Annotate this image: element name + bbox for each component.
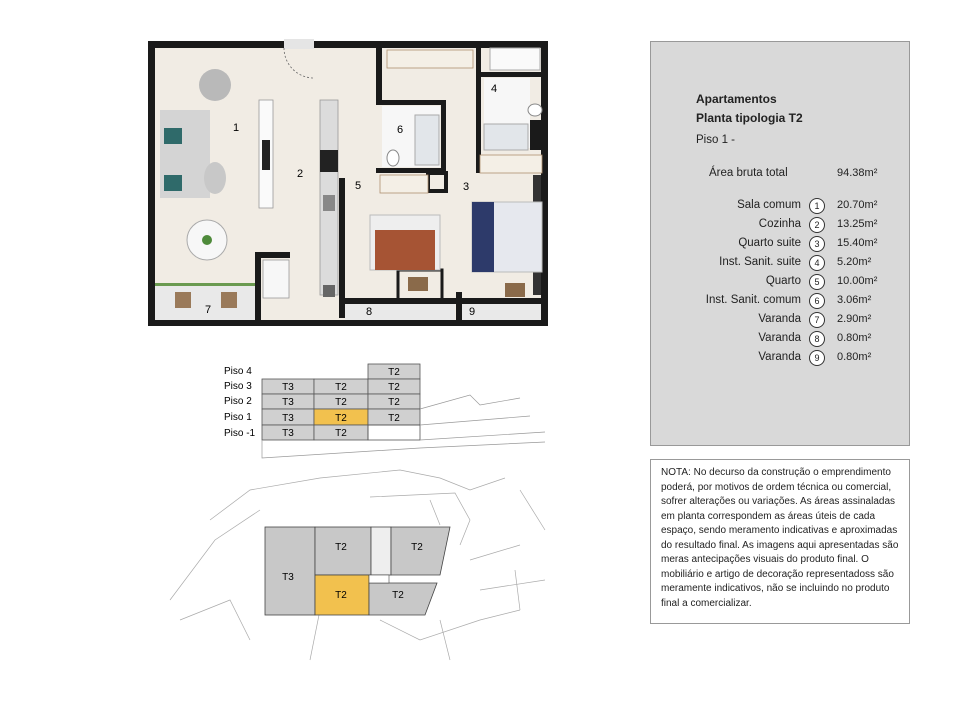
wall-right [541,41,548,326]
armchair [199,69,231,101]
floor-cell-label: T2 [335,397,347,408]
wall-int-6 [476,48,481,173]
room-row [651,293,911,311]
floor-cell-label: T2 [388,367,400,378]
site-unit-t3 [265,527,315,615]
room-row [651,255,911,273]
room-number-badge: 7 [809,312,825,328]
floor-cell-label: T2 [388,413,400,424]
wardrobe-3 [480,155,542,173]
room-number-badge: 9 [809,350,825,366]
site-label-t2-c: T2 [392,590,404,601]
floor-label-4: Piso 4 [224,366,252,377]
room-number-badge: 2 [809,217,825,233]
info-subtitle: Planta tipologia T2 [696,111,803,125]
shower [484,124,528,150]
room-area: 5.20m² [837,256,872,268]
floor-cell-label: T3 [282,428,294,439]
wall-int-5 [339,178,345,318]
room-name: Quarto [765,275,801,287]
room-number-badge: 5 [809,274,825,290]
room-area: 20.70m² [837,199,878,211]
room-area: 13.25m² [837,218,878,230]
floor-stack [224,364,545,458]
floor-cell-label: T2 [335,428,347,439]
room-number-badge: 1 [809,198,825,214]
wall-int-3 [441,100,446,175]
room-row [651,350,911,368]
site-label-t2-highlight: T2 [335,590,347,601]
laundry [263,260,289,298]
shower-common [415,115,439,165]
room-row [651,331,911,349]
room-number-badge: 4 [809,255,825,271]
table-plant [202,235,212,245]
toilet-suite [528,104,542,116]
bed-throw [375,230,435,270]
room-row [651,274,911,292]
room-label-7: 7 [204,304,212,316]
wardrobe-1 [387,50,473,68]
room-name: Quarto suite [738,237,801,249]
floor-cell-label: T2 [388,397,400,408]
site-stairs [371,527,391,575]
kitchen-sink [323,195,335,211]
floor-cell-label: T3 [282,382,294,393]
wardrobe-2 [380,175,428,193]
room-area: 3.06m² [837,294,872,306]
site-label-t2-b: T2 [411,542,423,553]
wall-left [148,41,155,326]
balcony-chair-1 [175,292,191,308]
room-label-5: 5 [354,180,362,192]
room-label-9: 9 [468,306,476,318]
floor-cell-label: T2 [335,413,347,424]
desk-chair [408,277,428,291]
wall-bottom-2 [255,252,261,322]
wall-int-9 [456,292,462,322]
island-hood [262,140,270,170]
room-label-8: 8 [365,306,373,318]
room-name: Inst. Sanit. comum [705,294,801,306]
wall-int-7 [481,72,543,77]
floor-cell-empty [368,425,420,440]
room-name: Inst. Sanit. suite [719,256,801,268]
room-label-3: 3 [462,181,470,193]
suite-chair [505,283,525,297]
room-row [651,198,911,216]
room-area: 15.40m² [837,237,878,249]
kitchen-oven [320,150,338,172]
room-name: Varanda [758,351,801,363]
floor-cell-label: T2 [388,382,400,393]
vanity [490,48,540,70]
floor-label-2: Piso 2 [224,396,252,407]
info-floor: Piso 1 - [696,134,735,146]
room-name: Sala comum [737,199,801,211]
wall-bottom-outer [148,320,548,326]
floor-label-1: Piso 1 [224,412,252,423]
room-area: 2.90m² [837,313,872,325]
balcony-chair-2 [221,292,237,308]
wall-int-1 [376,45,382,100]
floor-cell-label: T3 [282,413,294,424]
wall-bottom-3 [345,298,545,304]
room-area: 0.80m² [837,351,872,363]
wall-int-2 [376,100,446,105]
floor-plan [148,39,548,326]
total-area-value: 94.38m² [837,167,878,179]
floor-cell-label: T2 [335,382,347,393]
room-number-badge: 8 [809,331,825,347]
floor-label-minus1: Piso -1 [224,428,256,439]
site-core [369,575,389,583]
wall-top [148,41,548,48]
balcony-plants [155,283,255,286]
room-label-1: 1 [232,122,240,134]
balcony-8 [345,304,455,322]
room-row [651,236,911,254]
room-name: Cozinha [758,218,801,230]
site-label-t2-a: T2 [335,542,347,553]
info-panel [650,41,910,446]
kitchen-hob [323,285,335,297]
total-area-label: Área bruta total [709,167,788,179]
wall-int-8 [530,120,543,150]
coffee-table [204,162,226,194]
entry-door [284,39,314,49]
room-area: 0.80m² [837,332,872,344]
room-row [651,217,911,235]
room-label-6: 6 [396,124,404,136]
room-area: 10.00m² [837,275,878,287]
room-label-4: 4 [490,83,498,95]
info-title: Apartamentos [696,92,777,106]
room-label-2: 2 [296,168,304,180]
cushion-2 [164,175,182,191]
room-name: Varanda [758,332,801,344]
site-label-t3: T3 [282,572,294,583]
disclaimer-note: NOTA: No decurso da construção o emprendimento poderá, por motivos de ordem técnica ou comercial, sofrer alterações ou variações. As áreas assinaladas em planta correspondem as áreas úteis de cada espaço, sendo meramento indicativas e aproximadas do resultado final. As imagens aqui apresentadas são meras antecipações visuais do produto final. O mobiliário e artigo de decoração representadoss são meramente indicativos, não se incluindo no produto final a comercializar. [650,459,910,624]
toilet [387,150,399,166]
floor-cell-label: T3 [282,397,294,408]
room-name: Varanda [758,313,801,325]
bed-suite-throw [472,202,494,272]
cushion-1 [164,128,182,144]
room-row [651,312,911,330]
site-plan [170,470,545,660]
floor-label-3: Piso 3 [224,381,252,392]
room-number-badge: 3 [809,236,825,252]
room-number-badge: 6 [809,293,825,309]
